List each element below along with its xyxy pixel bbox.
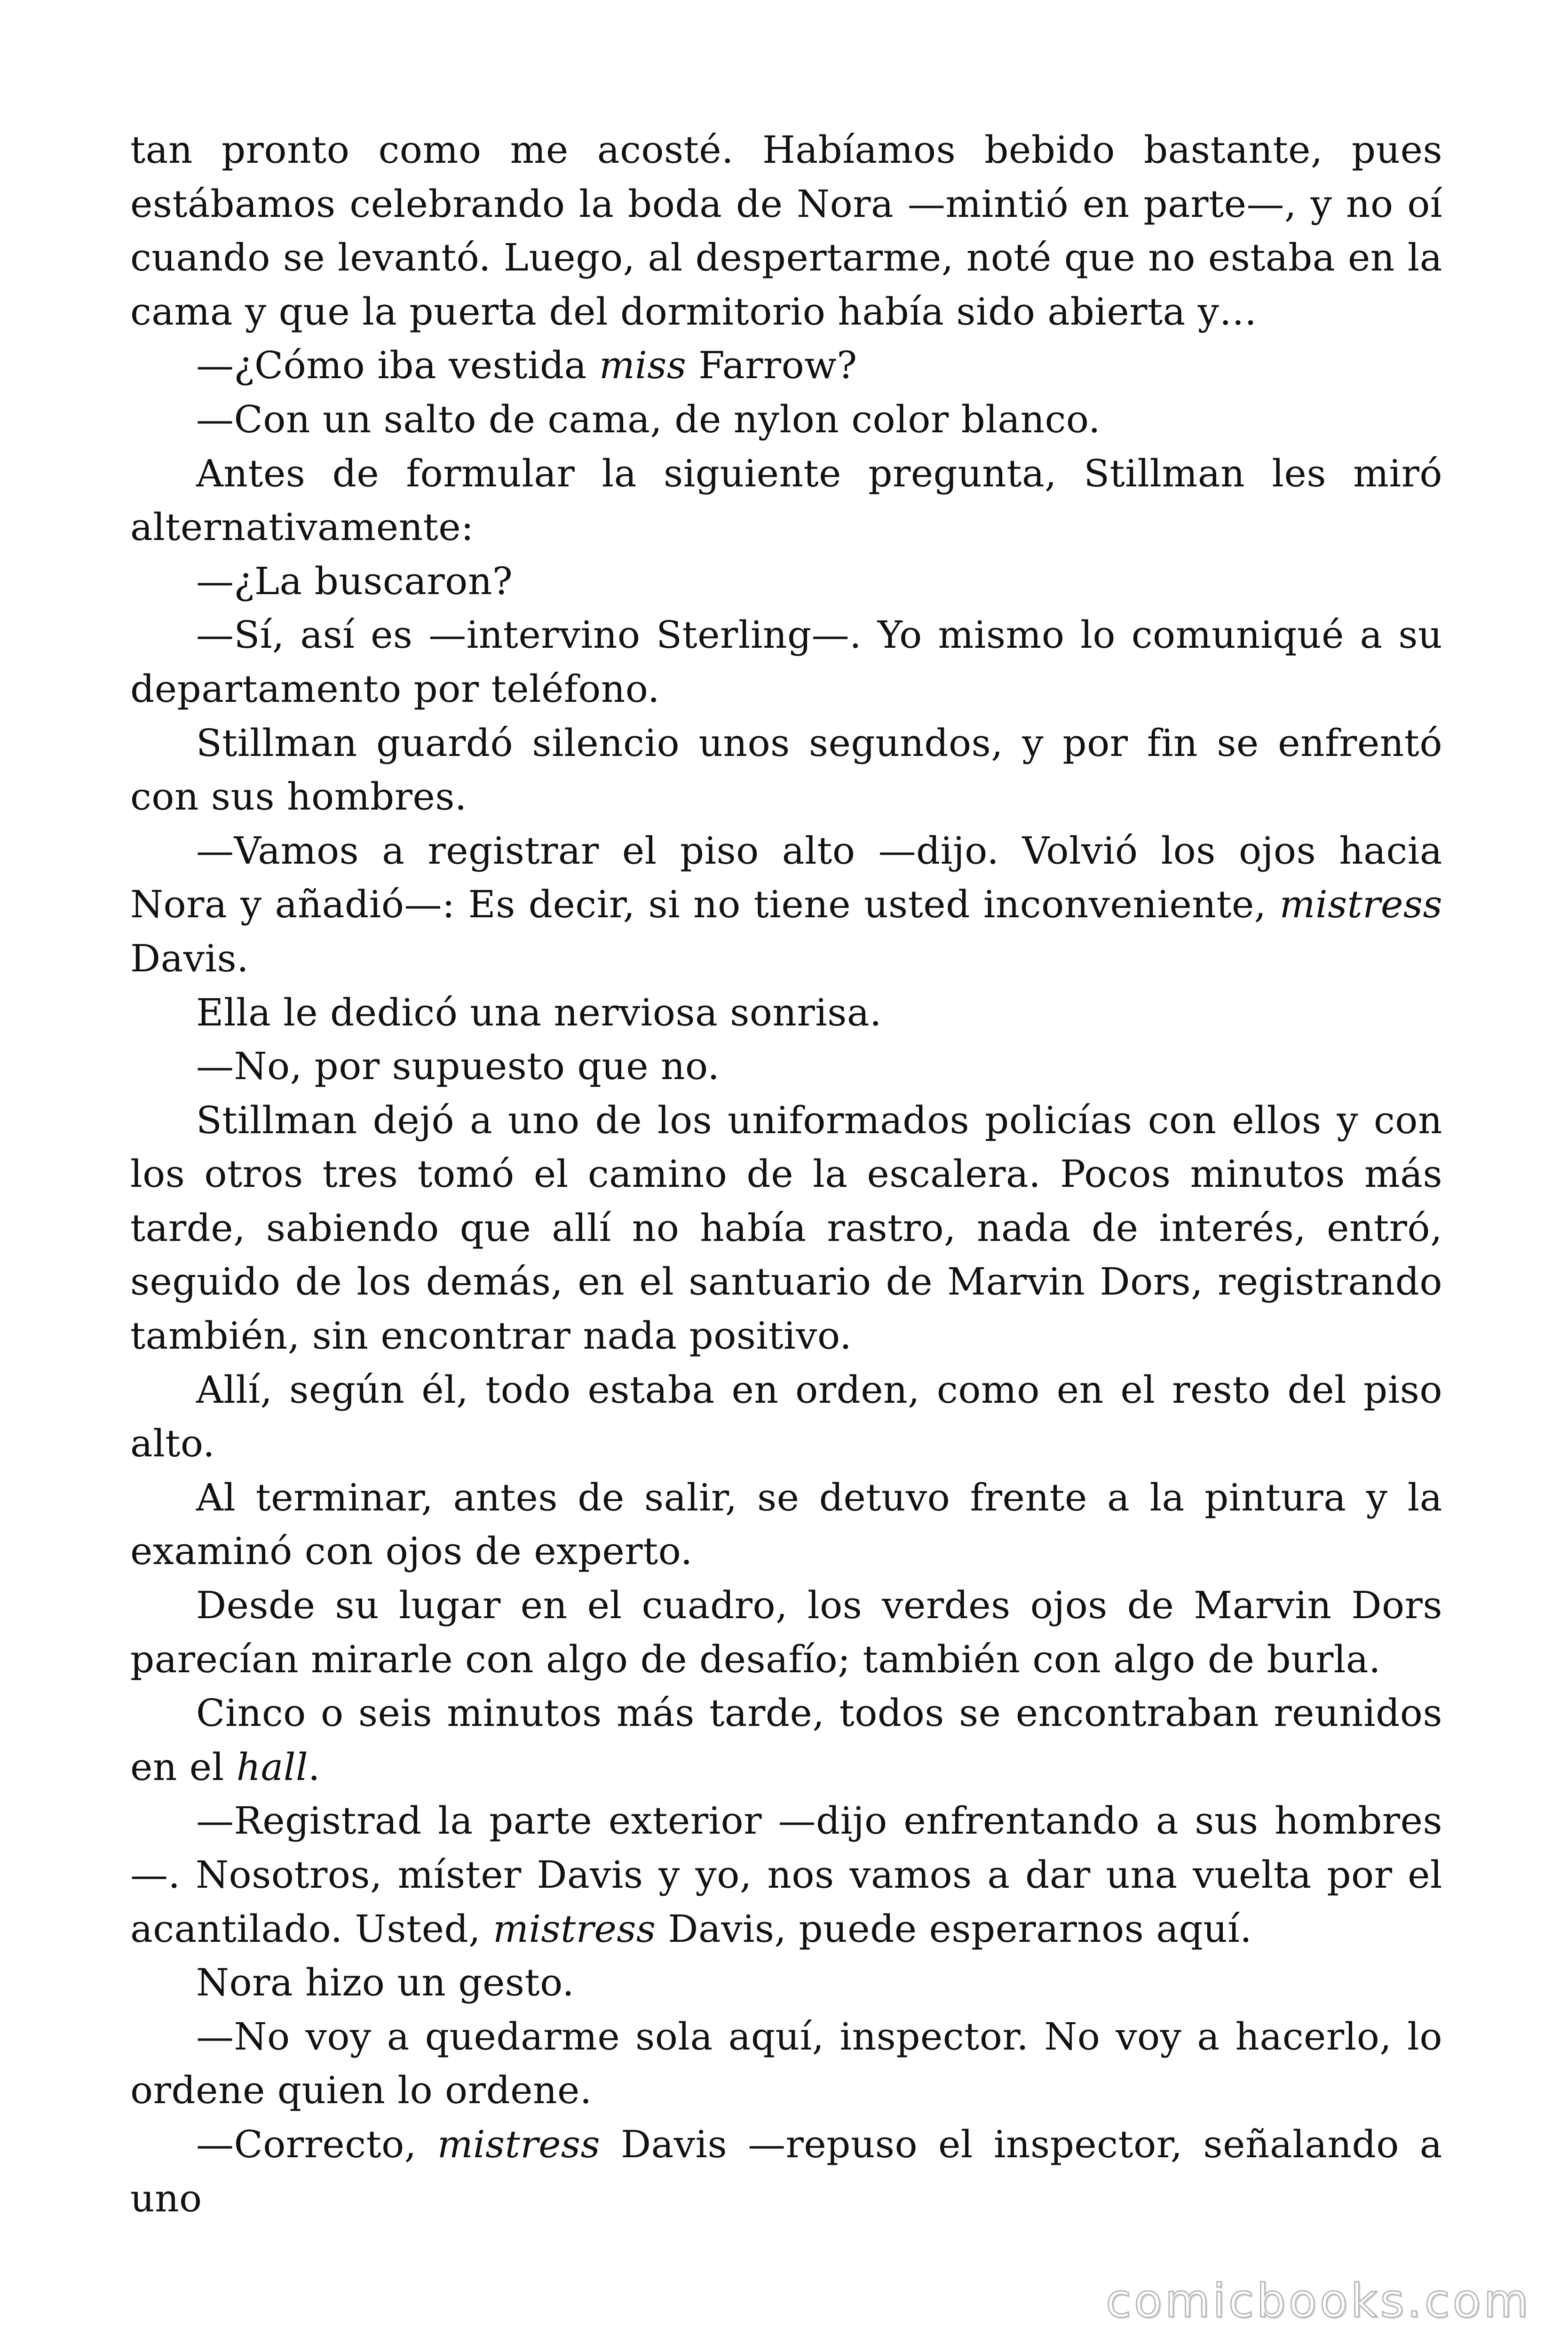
italic-text: mistress	[493, 1907, 656, 1951]
text-run: Davis —repuso el inspector, señalando a uno	[130, 2122, 1442, 2220]
text-run: .	[308, 1745, 320, 1789]
paragraph	[130, 1094, 1442, 1363]
text-run: tan pronto como me acosté. Habíamos bebido bastante, pues estábamos celebrando la boda de Nora —mintió en parte—, y no oí cuando se levantó. Luego, al despertarme, noté que no estaba en la cama y que la puerta del dormitorio había sido abierta y…	[130, 128, 1442, 334]
text-run: Nora hizo un gesto.	[196, 1961, 575, 2005]
paragraph	[130, 555, 1442, 609]
italic-text: miss	[599, 343, 687, 388]
text-run: Davis, puede esperarnos aquí.	[656, 1907, 1252, 1951]
paragraph	[130, 986, 1442, 1040]
text-run: —Registrad la parte exterior —dijo enfrentando a sus hombres —. Nosotros, míster Davis y yo, nos vamos a dar una vuelta por el acantilado. Usted,	[130, 1799, 1442, 1951]
paragraph	[130, 123, 1442, 339]
paragraph	[130, 393, 1442, 447]
text-run: —No, por supuesto que no.	[196, 1044, 720, 1089]
paragraph	[130, 608, 1442, 716]
paragraph	[130, 1363, 1442, 1471]
text-run: Ella le dedicó una nerviosa sonrisa.	[196, 990, 882, 1034]
italic-text: hall	[236, 1745, 309, 1789]
text-run: Antes de formular la siguiente pregunta, Stillman les miró alternativamente:	[130, 451, 1442, 549]
text-run: Al terminar, antes de salir, se detuvo frente a la pintura y la examinó con ojos de experto.	[130, 1475, 1442, 1573]
text-run: Farrow?	[686, 343, 857, 388]
text-run: —No voy a quedarme sola aquí, inspector. No voy a hacerlo, lo ordene quien lo ordene.	[130, 2014, 1442, 2113]
paragraph	[130, 339, 1442, 393]
paragraph	[130, 1794, 1442, 1956]
text-run: Stillman guardó silencio unos segundos, y por fin se enfrentó con sus hombres.	[130, 721, 1442, 819]
paragraph	[130, 1686, 1442, 1794]
paragraph	[130, 1956, 1442, 2010]
paragraph	[130, 716, 1442, 824]
watermark-logo: comicbooks.com	[1106, 2274, 1531, 2328]
text-run: Desde su lugar en el cuadro, los verdes ojos de Marvin Dors parecían mirarle con algo de desafío; también con algo de burla.	[130, 1583, 1442, 1681]
paragraph	[130, 447, 1442, 555]
paragraph	[130, 1471, 1442, 1579]
paragraph	[130, 824, 1442, 986]
text-run: —Correcto,	[196, 2122, 437, 2166]
text-run: —¿Cómo iba vestida	[196, 343, 599, 388]
text-run: —Vamos a registrar el piso alto —dijo. Volvió los ojos hacia Nora y añadió—: Es decir, si no tiene usted inconveniente,	[130, 828, 1442, 927]
page-text	[130, 123, 1442, 2225]
text-run: —Sí, así es —intervino Sterling—. Yo mismo lo comuniqué a su departamento por teléfono.	[130, 613, 1442, 711]
text-run: —Con un salto de cama, de nylon color blanco.	[196, 397, 1101, 441]
paragraph	[130, 2118, 1442, 2225]
text-run: Davis.	[130, 936, 249, 980]
paragraph	[130, 1040, 1442, 1094]
text-run: —¿La buscaron?	[196, 559, 513, 603]
text-run: Cinco o seis minutos más tarde, todos se encontraban reunidos en el	[130, 1691, 1442, 1789]
text-run: Allí, según él, todo estaba en orden, como en el resto del piso alto.	[130, 1367, 1442, 1466]
paragraph	[130, 1579, 1442, 1686]
text-run: Stillman dejó a uno de los uniformados policías con ellos y con los otros tres tomó el camino de la escalera. Pocos minutos más tarde, sabiendo que allí no había rastro, nada de interés, entró, seguido de los demás, en el santuario de Marvin Dors, registrando también, sin encontrar nada positivo.	[130, 1098, 1442, 1358]
italic-text: mistress	[437, 2122, 601, 2166]
paragraph	[130, 2010, 1442, 2118]
italic-text: mistress	[1279, 882, 1442, 927]
